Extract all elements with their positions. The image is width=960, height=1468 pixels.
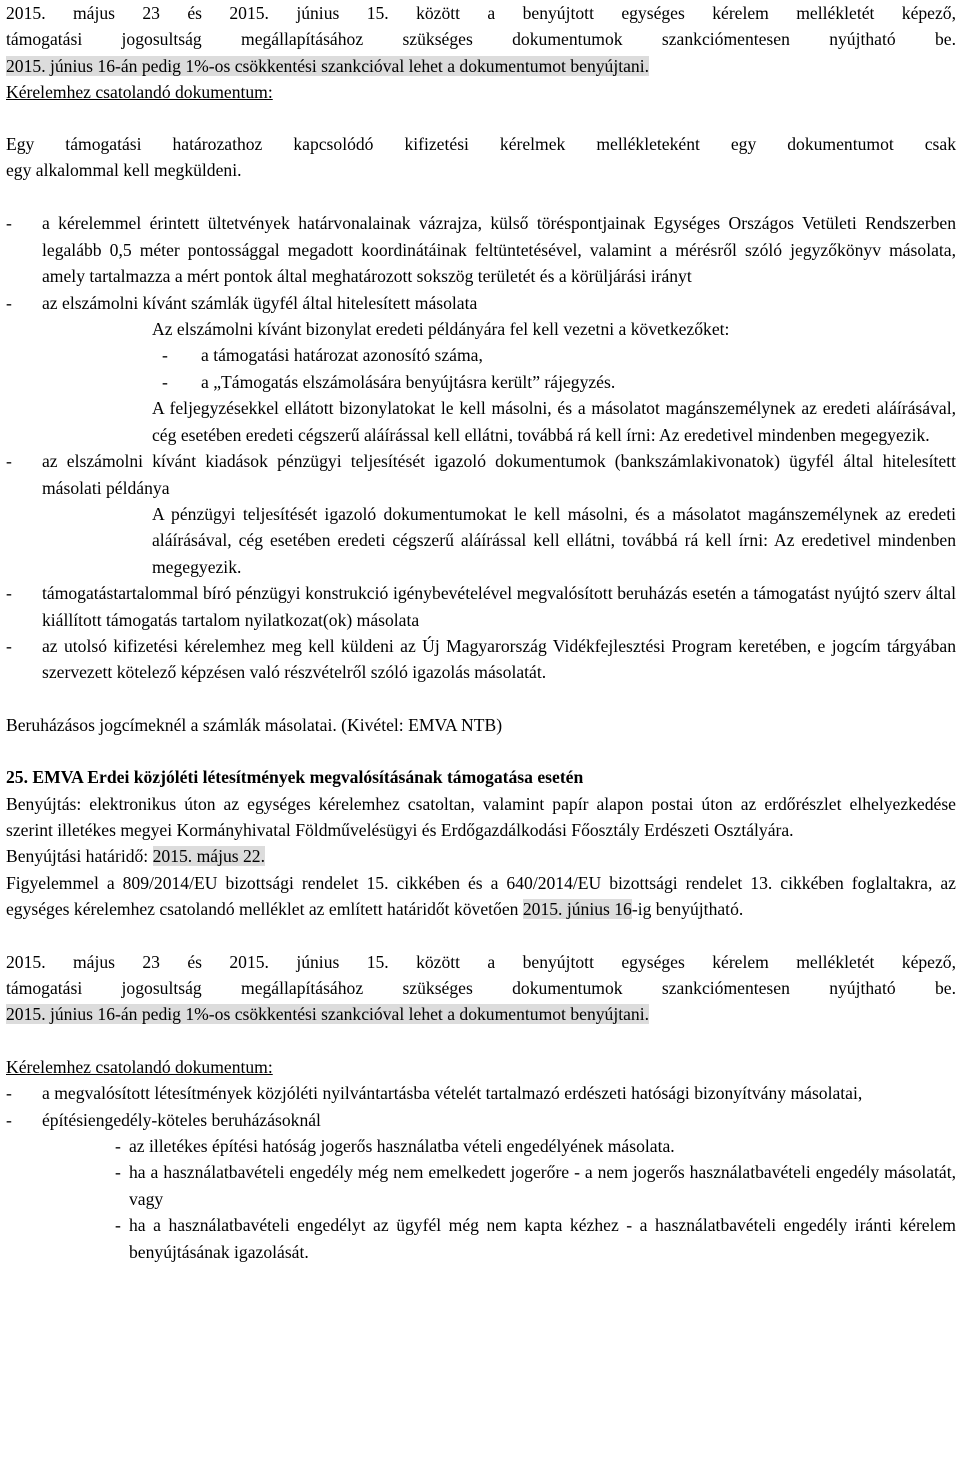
deadline-paragraph-line: 2015. május 23 és 2015. június 15. között a benyújtott egységes kérelem mellékletét képező,: [6, 3, 956, 23]
list-item: [6, 1080, 956, 1106]
list-item-text: építésiengedély-köteles beruházásoknál: [42, 1109, 321, 1130]
deadline-paragraph-line: támogatási jogosultság megállapításához szükséges dokumentumok szankciómentesen nyújtható be.: [6, 978, 956, 998]
list-item-text: az elszámolni kívánt számlák ügyfél által hitelesített másolata: [42, 292, 478, 313]
list-dash: -: [6, 583, 12, 604]
list-item-text: a megvalósított létesítmények közjóléti nyilvántartásba vételét tartalmazó erdészeti hatósági bizonyítvány másolatai,: [42, 1083, 863, 1104]
attachment-deadline-note: [6, 870, 956, 923]
sub-list-item: [6, 1212, 956, 1265]
list-dash: -: [6, 451, 12, 472]
invoice-note: Az elszámolni kívánt bizonylat eredeti példányára fel kell vezetni a következőket:: [152, 319, 730, 340]
sub-list-item-text: a „Támogatás elszámolására benyújtásra került” rájegyzés.: [201, 371, 616, 392]
submission-paragraph: Benyújtás: elektronikus úton az egységes kérelemhez csatoltan, valamint papír alapon postai úton az erdőrészlet elhelyezkedése szerint illetékes megyei Kormányhivatal Földművelésügyi és Erdőgazdálkodási Főosztály Erdészeti Osztályára.: [6, 793, 956, 840]
section-title-text: 25. EMVA Erdei közjóléti létesítmények megvalósításának támogatása esetén: [6, 767, 584, 788]
invoice-copy-note: A feljegyzésekkel ellátott bizonylatokat le kell másolni, és a másolatot magánszemélynek az eredeti aláírásával, cég esetében eredeti cégszerű aláírással kell ellátni, továbbá rá kell írni: Az eredetivel mindenben megegyezik.: [152, 398, 956, 445]
sub-list-item: [6, 369, 956, 395]
deadline-paragraph-line: 2015. június 16-án pedig 1%-os csökkentési szankcióval lehet a dokumentumot benyújtani.: [6, 1004, 650, 1025]
list-item: [6, 1107, 956, 1133]
deadline-line: [6, 843, 956, 869]
list-dash: -: [162, 371, 168, 392]
sub-list-item-text: ha a használatbavételi engedélyt az ügyfél még nem kapta kézhez - a használatbavételi engedély iránti kérelem benyújtásának igazolását.: [129, 1215, 956, 1262]
list-dash: -: [6, 213, 12, 234]
list-dash: -: [162, 345, 168, 366]
deadline-label: Benyújtási határidő:: [6, 846, 153, 867]
sub-list-item: [6, 1133, 956, 1159]
list-dash: -: [6, 1083, 12, 1104]
sub-list-item-text: az illetékes építési hatóság jogerős használatba vételi engedélyének másolata.: [129, 1136, 675, 1157]
sub-list-item-text: ha a használatbavételi engedély még nem emelkedett jogerőre - a nem jogerős használatbavételi engedély másolatát, vagy: [129, 1162, 956, 1209]
deadline-paragraph-line: támogatási jogosultság megállapításához szükséges dokumentumok szankciómentesen nyújtható be.: [6, 29, 956, 50]
list-dash: -: [115, 1215, 121, 1236]
sub-list-item: [6, 1159, 956, 1212]
list-dash: -: [6, 292, 12, 313]
list-item: [6, 633, 956, 686]
list-dash: -: [6, 635, 12, 656]
list-item: [6, 290, 956, 316]
list-item: [6, 448, 956, 501]
note-text-end: -ig benyújtható.: [631, 899, 744, 920]
deadline-value: 2015. május 22.: [152, 846, 265, 867]
list-item: [6, 580, 956, 633]
sub-list-item-text: a támogatási határozat azonosító száma,: [201, 345, 483, 366]
note-date: 2015. június 16: [522, 899, 632, 920]
list-dash: -: [115, 1136, 121, 1157]
list-item: [6, 210, 956, 289]
list-item-text: a kérelemmel érintett ültetvények határvonalainak vázrajza, külső töréspontjainak Egységes Országos Vetületi Rendszerben legalább 0,5 méter pontossággal megadott koordinátáinak feltüntetésével, valamint a mérésről szóló jegyzőkönyv másolata, amely tartalmazza a mért pontok által meghatározott sokszög területét és a körüljárási irányt: [42, 213, 956, 287]
list-dash: -: [6, 1109, 12, 1130]
intro-paragraph: Egy támogatási határozathoz kapcsolódó kifizetési kérelmek mellékleteként egy dokumentumot csak: [6, 133, 956, 154]
list-dash: -: [115, 1162, 121, 1183]
closing-note: Beruházásos jogcímeknél a számlák másolatai. (Kivétel: EMVA NTB): [6, 714, 503, 735]
document-page: [6, 0, 956, 1265]
section-title: [6, 764, 956, 790]
deadline-paragraph-line: 2015. május 23 és 2015. június 15. között a benyújtott egységes kérelem mellékletét képező,: [6, 951, 956, 972]
section-heading: Kérelemhez csatolandó dokumentum:: [6, 1056, 273, 1077]
list-item-text: támogatástartalommal bíró pénzügyi konstrukció igénybevételével megvalósított beruházás esetén a támogatást nyújtó szerv által kiállított támogatás tartalom nyilatkozat(ok) másolata: [42, 583, 956, 630]
list-item-text: az utolsó kifizetési kérelemhez meg kell küldeni az Új Magyarország Vidékfejlesztési Program keretében, e jogcím tárgyában szervezett kötelező képzésen való részvételről szóló igazolás másolatát.: [42, 635, 956, 683]
section-heading: Kérelemhez csatolandó dokumentum:: [6, 82, 273, 103]
note-text: Figyelemmel a 809/2014/EU bizottsági rendelet 15. cikkében és a 640/2014/EU bizottsági rendelet 13. cikkében foglaltakra, az egységes kérelemhez csatolandó melléklet az említett határidőt követően: [6, 872, 956, 920]
payment-note: A pénzügyi teljesítését igazoló dokumentumokat le kell másolni, és a másolatot magánszemélynek az eredeti aláírásával, cég esetében eredeti cégszerű aláírással kell ellátni, továbbá rá kell írni: Az eredetivel mindenben megegyezik.: [152, 503, 956, 577]
sub-list-item: [6, 342, 956, 368]
intro-paragraph: egy alkalommal kell megküldeni.: [6, 160, 242, 181]
list-item-text: az elszámolni kívánt kiadások pénzügyi teljesítését igazoló dokumentumok (bankszámlakivonatok) ügyfél által hitelesített másolati példánya: [42, 451, 956, 498]
deadline-paragraph-line: 2015. június 16-án pedig 1%-os csökkentési szankcióval lehet a dokumentumot benyújtani.: [6, 55, 650, 76]
